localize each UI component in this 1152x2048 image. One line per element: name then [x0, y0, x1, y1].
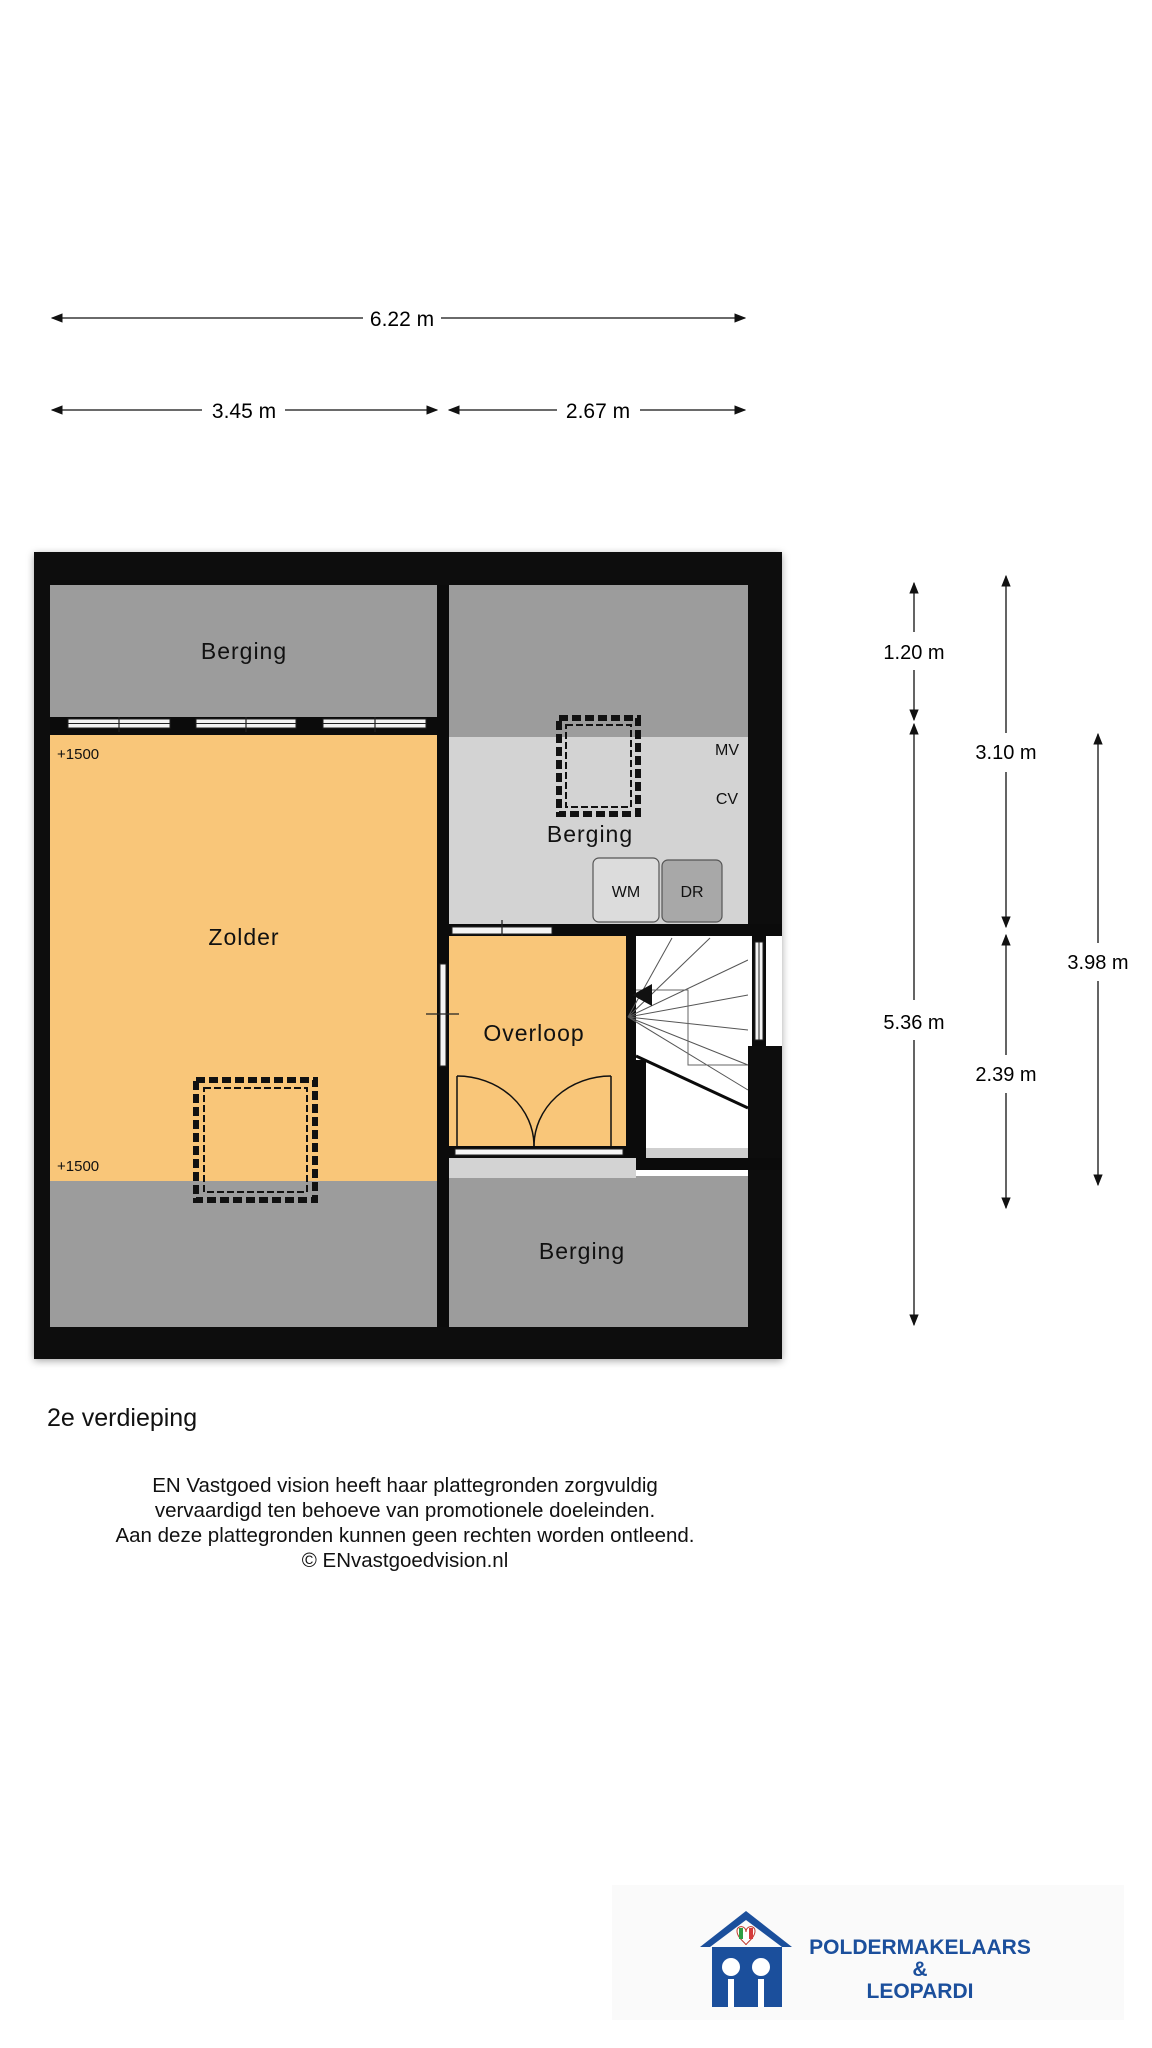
label-berging-top-right: Berging: [546, 821, 634, 847]
level-mark-lower: +1500: [57, 1158, 100, 1175]
dimension-v-outer: [1067, 734, 1128, 1185]
floor-label: 2e verdieping: [47, 1404, 198, 1432]
dimension-v-bottom: [883, 724, 944, 1325]
v-outer-label: 3.98 m: [1067, 952, 1129, 974]
dimension-v-top: [883, 583, 944, 720]
logo-line-1: POLDERMAKELAARS: [809, 1936, 1031, 1959]
label-berging-bottom-right: Berging: [538, 1238, 626, 1264]
dryer: [662, 860, 722, 922]
right-width-label: 2.67 m: [565, 400, 631, 423]
cv-label: CV: [715, 791, 739, 808]
dimension-v-right-top: [975, 576, 1036, 927]
level-mark-upper: +1500: [57, 746, 100, 763]
logo-line-3: LEOPARDI: [866, 1980, 974, 2003]
v-right-top-label: 3.10 m: [975, 742, 1037, 764]
washing-machine: [593, 858, 659, 922]
building: [34, 552, 782, 1359]
wm-label: WM: [611, 884, 641, 901]
dimension-right-width: [449, 400, 745, 423]
disclaimer-line: Aan deze plattegronden kunnen geen rechten worden ontleend.: [115, 1524, 695, 1547]
label-berging-top-left: Berging: [200, 638, 288, 664]
dimension-v-right-bottom: [975, 935, 1036, 1208]
company-logo: [612, 1885, 1124, 2020]
central-wall: [437, 585, 449, 1327]
dimension-total-width: [52, 308, 745, 331]
house-logo-icon: [694, 1905, 804, 2015]
disclaimer: [40, 1473, 770, 1573]
room-berging-top-right: [449, 585, 748, 737]
room-zolder: [50, 735, 437, 1181]
disclaimer-line: EN Vastgoed vision heeft haar plattegronden zorgvuldig: [152, 1474, 658, 1497]
room-storage-bottom-left: [50, 1181, 437, 1327]
v-bottom-label: 5.36 m: [883, 1012, 945, 1034]
v-top-label: 1.20 m: [883, 642, 945, 664]
dimension-left-width: [52, 400, 437, 423]
disclaimer-line: vervaardigd ten behoeve van promotionele doeleinden.: [154, 1499, 656, 1522]
disclaimer-line: © ENvastgoedvision.nl: [301, 1549, 509, 1572]
dr-label: DR: [680, 884, 704, 901]
label-zolder: Zolder: [208, 924, 280, 950]
mv-label: MV: [715, 742, 739, 759]
label-overloop: Overloop: [483, 1020, 585, 1046]
knee-wall-left: [50, 717, 437, 732]
left-width-label: 3.45 m: [211, 400, 277, 423]
total-width-label: 6.22 m: [369, 308, 435, 331]
v-right-bottom-label: 2.39 m: [975, 1064, 1037, 1086]
logo-line-2: &: [912, 1958, 928, 1981]
logo-text: [790, 1937, 1050, 2003]
